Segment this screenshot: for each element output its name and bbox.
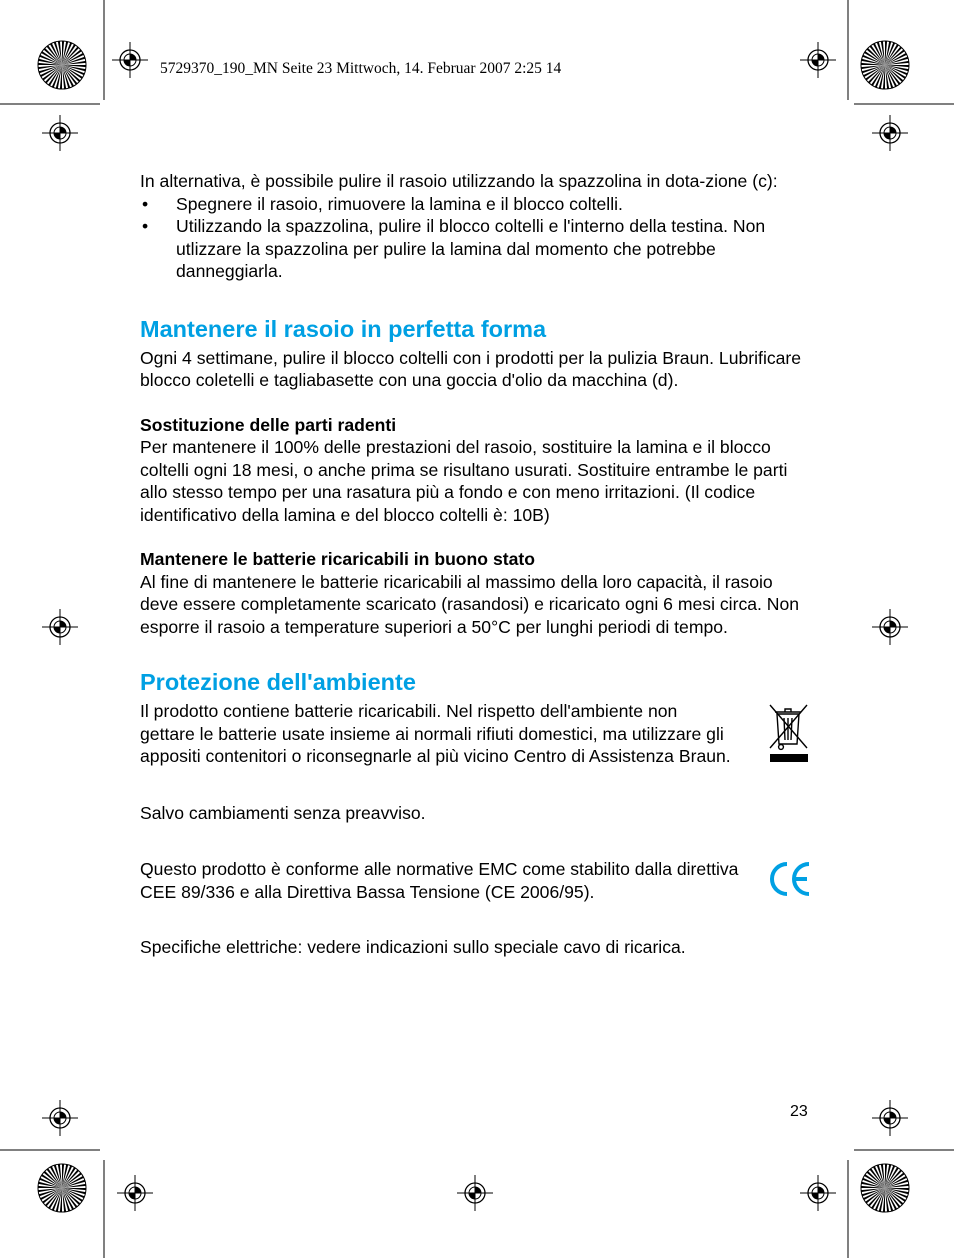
- list-item: • Utilizzando la spazzolina, pulire il blocco coltelli e l'interno della testina. Non utlizzare la spazzolina per pulire la lamina dal momento che potrebbe danneggiarla.: [140, 215, 815, 283]
- environment-block: [140, 700, 815, 768]
- changes-notice: Salvo cambiamenti senza preavviso.: [140, 802, 426, 823]
- page-number: 23: [790, 1103, 808, 1120]
- page-content: [140, 170, 815, 959]
- environment-paragraph: Il prodotto contiene batterie ricaricabili. Nel rispetto dell'ambiente non gettare le batterie usate insieme ai normali rifiuti domestici, ma utilizzare gli appositi contenitori o riconsegnarle al più vicino Centro di Assistenza Braun.: [140, 701, 731, 766]
- subheading-battery: Mantenere le batterie ricaricabili in buono stato: [140, 549, 535, 569]
- section-heading-care: Mantenere il rasoio in perfetta forma: [140, 315, 547, 342]
- ce-paragraph: Questo prodotto è conforme alle normative EMC come stabilito dalla direttiva CEE 89/336 e alla Direttiva Bassa Tensione (CE 2006/95).: [140, 859, 739, 902]
- crossed-out-wheelie-bin-icon: [765, 700, 813, 764]
- list-item: • Spegnere il rasoio, rimuovere la lamina e il blocco coltelli.: [140, 193, 815, 216]
- subheading-parts: Sostituzione delle parti radenti: [140, 414, 397, 435]
- ce-mark-icon: [765, 858, 813, 900]
- parts-paragraph: Per mantenere il 100% delle prestazioni del rasoio, sostituire la lamina e il blocco coltelli ogni 18 mesi, o anche prima se risultano usurati. Sostituire entrambe le parti allo stesso tempo per una rasatura più a fondo e con meno irritazioni. (Il codice identificativo della lamina e del blocco coltelli è: 10B): [140, 437, 788, 525]
- electrical-spec: Specifiche elettriche: vedere indicazioni sullo speciale cavo di ricarica.: [140, 937, 686, 957]
- section-heading-environment: Protezione dell'ambiente: [140, 669, 416, 695]
- battery-paragraph: Al fine di mantenere le batterie ricaricabili al massimo della loro capacità, il rasoio deve essere completamente scaricato (rasandosi) e ricaricato ogni 6 mesi circa. Non esporre il rasoio a temperature superiori a 50°C per lunghi periodi di tempo.: [140, 571, 800, 637]
- intro-bullet-list: [140, 193, 815, 283]
- intro-paragraph: In alternativa, è possibile pulire il rasoio utilizzando la spazzolina in dota-zione (c):: [140, 171, 778, 191]
- care-paragraph: Ogni 4 settimane, pulire il blocco coltelli con i prodotti per la pulizia Braun. Lubrificare blocco coletelli e tagliabasette con una goccia d'olio da macchina (d).: [140, 347, 802, 390]
- ce-block: [140, 858, 815, 903]
- print-slug: 5729370_190_MN Seite 23 Mittwoch, 14. Februar 2007 2:25 14: [160, 60, 562, 77]
